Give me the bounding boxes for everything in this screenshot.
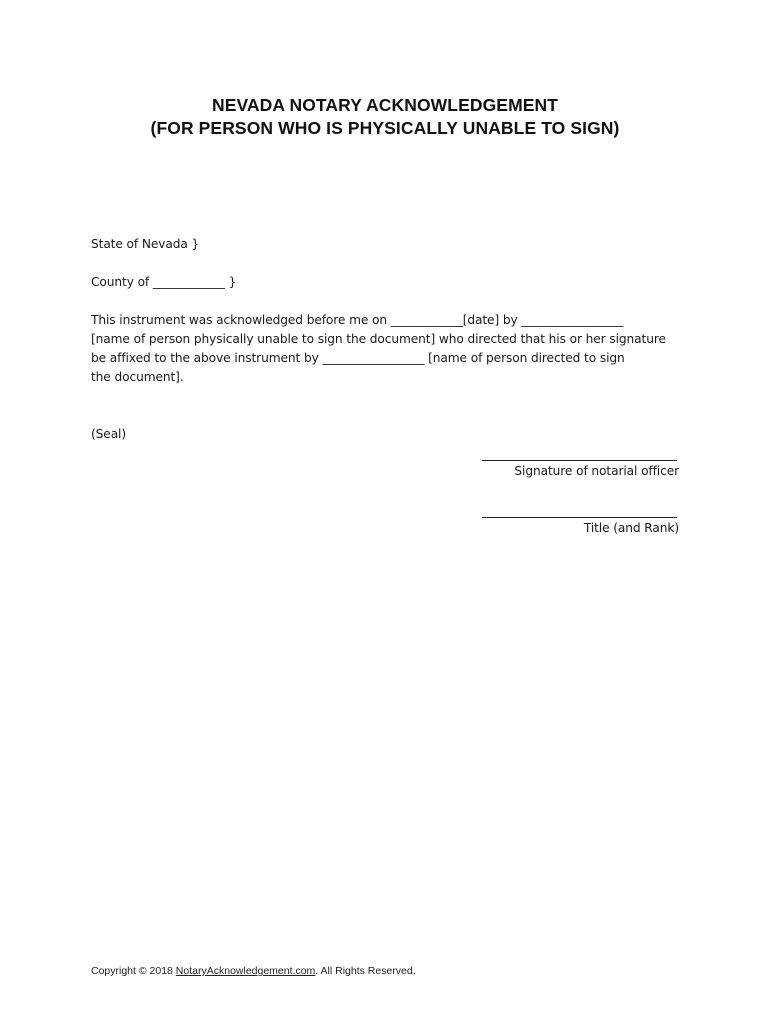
copyright-suffix: . All Rights Reserved. <box>315 965 416 977</box>
copyright-prefix: Copyright © 2018 <box>91 965 176 977</box>
state-line: State of Nevada } <box>91 237 200 251</box>
body-line-2: [name of person physically unable to sign the document] who directed that his or her signature <box>91 332 666 346</box>
body-line-3: be affixed to the above instrument by _________________ [name of person directed to sign <box>91 351 625 365</box>
title-line-2: (FOR PERSON WHO IS PHYSICALLY UNABLE TO SIGN) <box>150 118 620 138</box>
copyright-footer <box>91 965 416 977</box>
title-rank-caption: Title (and Rank) <box>583 521 679 535</box>
body-line-4: the document]. <box>91 370 184 384</box>
signature-caption: Signature of notarial officer <box>514 464 679 478</box>
signature-line <box>482 460 677 461</box>
title-rank-line <box>482 517 677 518</box>
body-line-1: This instrument was acknowledged before me on ____________[date] by _________________ <box>91 313 624 327</box>
title-line-1: NEVADA NOTARY ACKNOWLEDGEMENT <box>211 95 559 115</box>
copyright-link[interactable]: NotaryAcknowledgement.com <box>175 965 316 977</box>
seal-label: (Seal) <box>91 427 126 441</box>
document-title <box>0 94 770 140</box>
county-line: County of ____________ } <box>91 275 237 289</box>
